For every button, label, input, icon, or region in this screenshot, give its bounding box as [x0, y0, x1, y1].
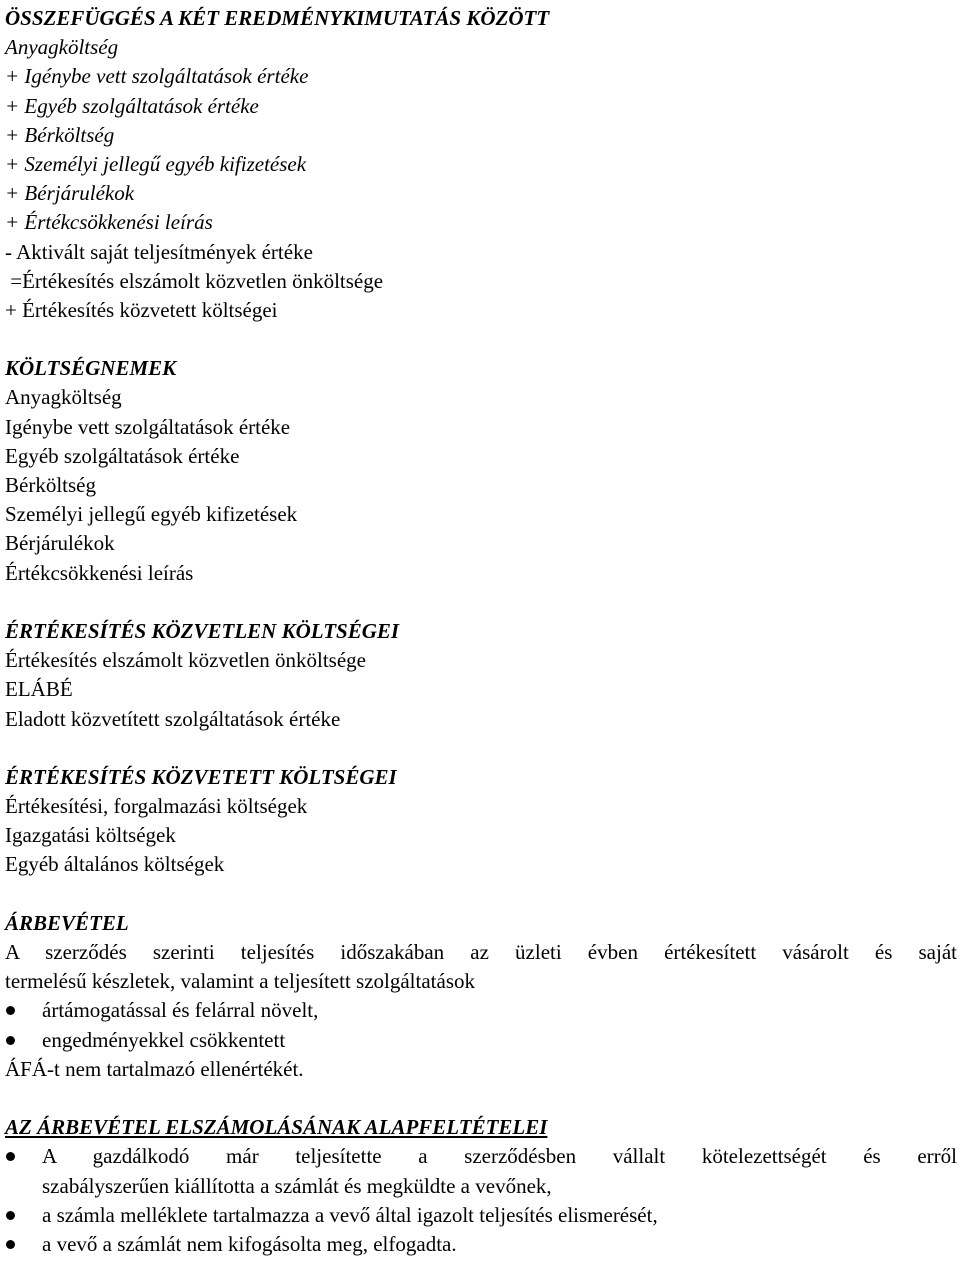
spacer: [5, 588, 957, 617]
formula-line: - Aktivált saját teljesítmények értéke: [5, 239, 313, 264]
bullet-text: a számla melléklete tartalmazza a vevő által igazolt teljesítés elismerését,: [42, 1202, 658, 1227]
list-item: Eladott közvetített szolgáltatások értéke: [5, 706, 341, 731]
list-item: Igénybe vett szolgáltatások értéke: [5, 414, 291, 439]
list-item: Igazgatási költségek: [5, 823, 176, 848]
spacer: [5, 325, 957, 354]
formula-line: + Bérköltség: [5, 122, 115, 147]
spacer: [5, 734, 957, 763]
list-item: Bérjárulékok: [5, 531, 115, 556]
section-title-revenue-conditions: AZ ÁRBEVÉTEL ELSZÁMOLÁSÁNAK ALAPFELTÉTELEI: [5, 1115, 548, 1140]
formula-line: + Bérjárulékok: [5, 181, 135, 206]
formula-line: + Értékcsökkenési leírás: [5, 210, 213, 235]
spacer: [5, 880, 957, 909]
list-item: Értékesítési, forgalmazási költségek: [5, 794, 308, 819]
bullet-icon: [5, 1026, 42, 1055]
paragraph-line: A szerződés szerinti teljesítés időszakában az üzleti évben értékesített vásárolt és saját: [5, 940, 957, 964]
formula-line: + Igénybe vett szolgáltatások értéke: [5, 64, 309, 89]
list-item: Egyéb általános költségek: [5, 852, 225, 877]
list-item: Bérköltség: [5, 473, 96, 497]
bullet-item: [5, 1142, 957, 1200]
bullet-item: [5, 996, 957, 1025]
formula-line: + Személyi jellegű egyéb kifizetések: [5, 151, 307, 176]
section-title-revenue: ÁRBEVÉTEL: [5, 910, 129, 935]
paragraph-line: termelésű készletek, valamint a teljesített szolgáltatások: [5, 969, 475, 994]
list-item: Anyagköltség: [5, 385, 122, 410]
bullet-icon: [5, 1230, 42, 1259]
list-item: ELÁBÉ: [5, 677, 73, 702]
bullet-item: [5, 1230, 957, 1259]
formula-line: + Egyéb szolgáltatások értéke: [5, 93, 259, 118]
bullet-text: ártámogatással és felárral növelt,: [42, 998, 319, 1023]
spacer: [5, 1084, 957, 1113]
section-title-direct-costs: ÉRTÉKESÍTÉS KÖZVETLEN KÖLTSÉGEI: [5, 618, 400, 643]
formula-line: + Értékesítés közvetett költségei: [5, 297, 278, 322]
paragraph-line: ÁFÁ-t nem tartalmazó ellenértékét.: [5, 1056, 304, 1081]
bullet-icon: [5, 996, 42, 1025]
bullet-text: szabályszerűen kiállította a számlát és megküldte a vevőnek,: [42, 1173, 552, 1198]
document-page: [5, 4, 957, 1259]
bullet-icon: [5, 1142, 42, 1171]
formula-line: Anyagköltség: [5, 35, 119, 60]
bullet-item: [5, 1026, 957, 1055]
list-item: Értékcsökkenési leírás: [5, 560, 194, 585]
bullet-text: engedményekkel csökkentett: [42, 1027, 286, 1052]
section-title-cost-types: KÖLTSÉGNEMEK: [5, 356, 177, 381]
list-item: Értékesítés elszámolt közvetlen önköltsége: [5, 648, 366, 673]
list-item: Egyéb szolgáltatások értéke: [5, 443, 240, 468]
bullet-icon: [5, 1201, 42, 1230]
formula-result-line: =Értékesítés elszámolt közvetlen önköltsége: [5, 268, 384, 293]
bullet-text: A gazdálkodó már teljesítette a szerződésben vállalt kötelezettségét és erről: [42, 1144, 957, 1169]
bullet-item: [5, 1201, 957, 1230]
section-title-indirect-costs: ÉRTÉKESÍTÉS KÖZVETETT KÖLTSÉGEI: [5, 764, 397, 789]
bullet-text: a vevő a számlát nem kifogásolta meg, elfogadta.: [42, 1231, 457, 1256]
list-item: Személyi jellegű egyéb kifizetések: [5, 502, 298, 527]
section-title-relationship: ÖSSZEFÜGGÉS A KÉT EREDMÉNYKIMUTATÁS KÖZÖTT: [5, 6, 550, 30]
